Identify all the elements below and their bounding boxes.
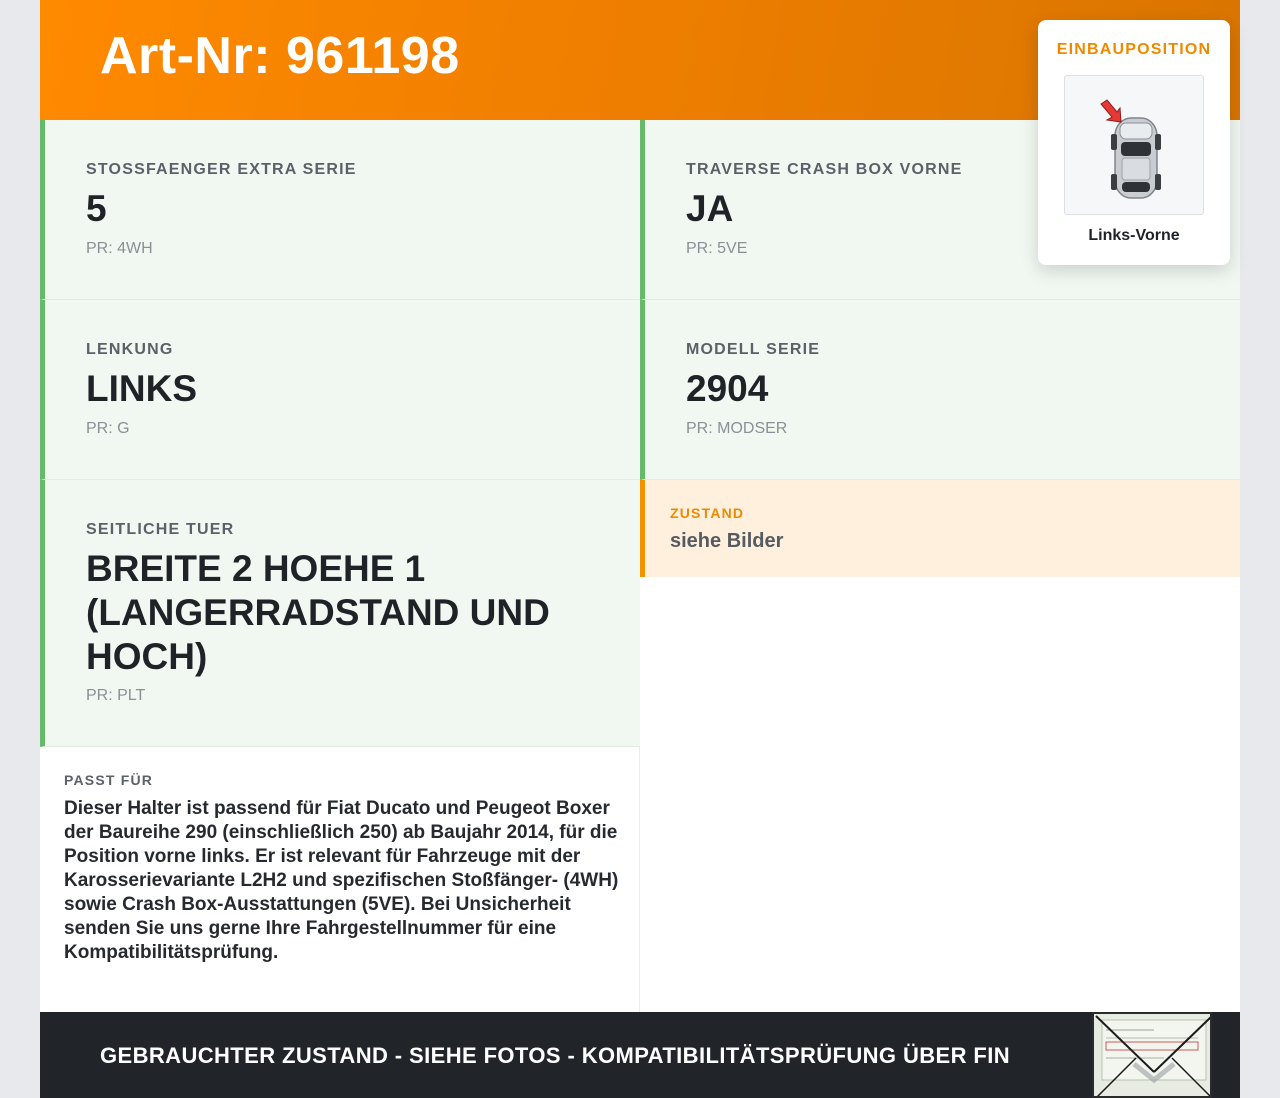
attribute-code: PR: 5VE [686,240,748,257]
attribute-cell-bumper [40,120,640,300]
attribute-label: TRAVERSE CRASH BOX VORNE [686,161,963,178]
attribute-label: STOSSFAENGER EXTRA SERIE [86,161,357,178]
fits-description: Dieser Halter ist passend für Fiat Ducato und Peugeot Boxer der Baureihe 290 (einschließlich 250) ab Baujahr 2014, für die Position vorne links. Er ist relevant für Fahrzeuge mit der Karosserievariante L2H2 und spezifischen Stoßfänger- (4WH) sowie Crash Box-Ausstattungen (5VE). Bei Unsicherheit senden Sie uns gerne Ihre Fahrgestellnummer für eine Kompatibilitätsprüfung. [64,798,619,963]
attribute-label: SEITLICHE TUER [86,521,235,538]
attribute-value: 5 [86,188,107,229]
car-top-view-icon [1064,75,1204,215]
footer-text: GEBRAUCHTER ZUSTAND - SIEHE FOTOS - KOMPATIBILITÄTSPRÜFUNG ÜBER FIN [100,1043,1011,1068]
footer-bar [40,1012,1240,1098]
attribute-label: MODELL SERIE [686,341,821,358]
attribute-cell-model-series [640,300,1240,480]
mounting-position-card [1038,20,1230,265]
mounting-position-caption: Links-Vorne [1088,227,1180,244]
attribute-value: LINKS [86,368,197,409]
condition-box [640,480,1240,577]
column-divider [639,747,640,1012]
attribute-label: LENKUNG [86,341,174,358]
condition-value: siehe Bilder [670,530,784,552]
vehicle-document-thumbnail[interactable] [1092,1012,1212,1098]
condition-label: ZUSTAND [670,505,745,521]
attribute-cell-steering [40,300,640,480]
attribute-cell-side-door [40,480,640,747]
article-number-title: Art-Nr: 961198 [100,27,460,85]
mounting-position-title: EINBAUPOSITION [1056,41,1212,58]
attribute-value: JA [686,188,734,229]
attribute-code: PR: MODSER [686,420,788,437]
fits-section [64,772,624,965]
attribute-code: PR: G [86,420,130,437]
fits-label: PASST FÜR [64,772,154,788]
document-envelope-icon [1094,1014,1212,1098]
attribute-code: PR: PLT [86,687,146,704]
attribute-value: BREITE 2 HOEHE 1 (LANGERRADSTAND UND HOCH) [86,548,550,677]
attribute-code: PR: 4WH [86,240,153,257]
attribute-value: 2904 [686,368,769,409]
